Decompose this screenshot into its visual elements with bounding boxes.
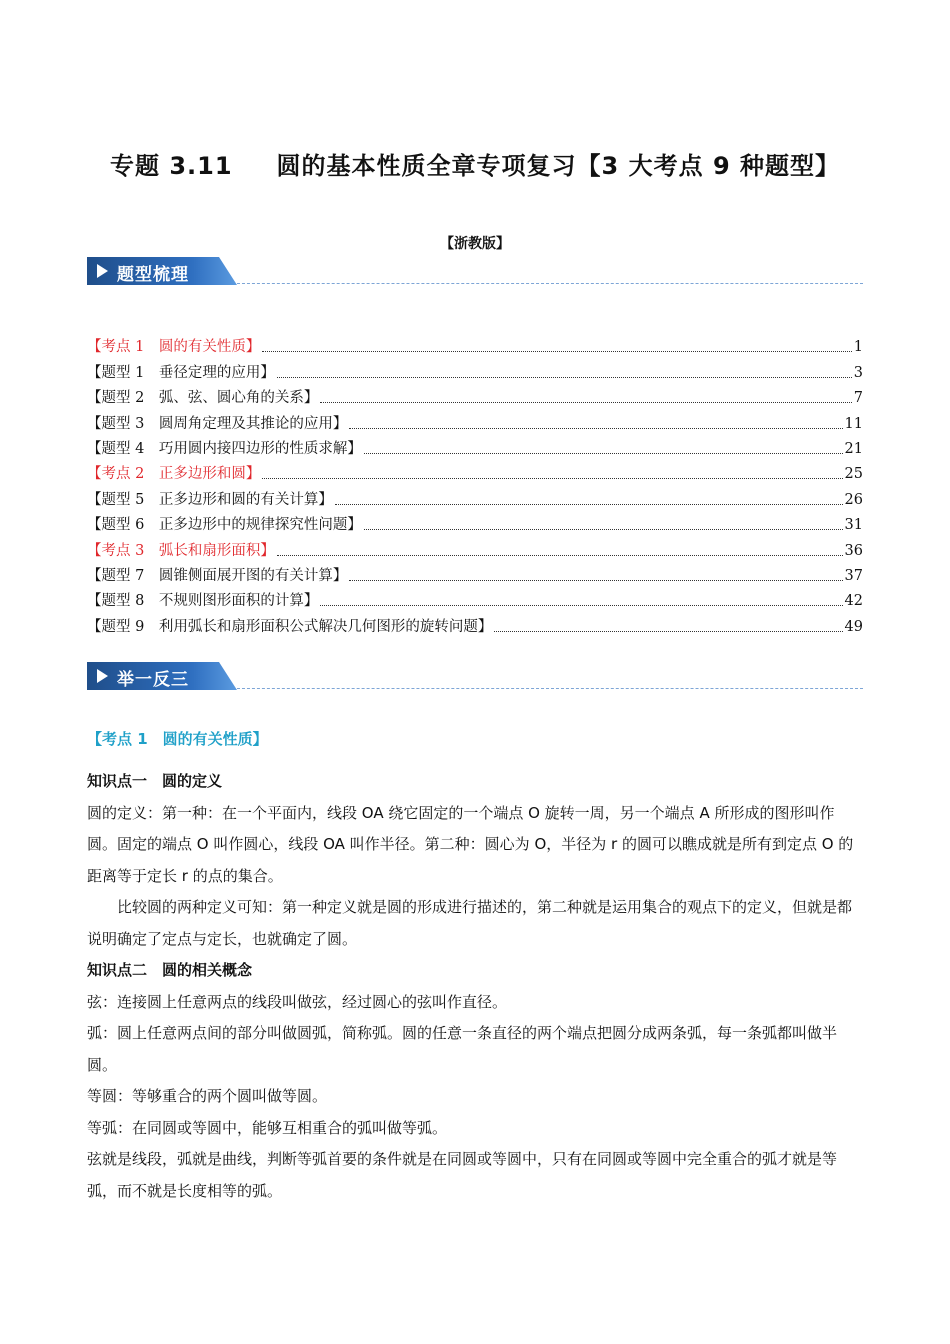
toc-entry-page: 1 — [853, 339, 863, 356]
page-title — [0, 146, 950, 181]
toc-entry[interactable] — [87, 535, 863, 560]
toc-entry-page: 26 — [844, 491, 863, 508]
toc-entry-page: 49 — [844, 618, 863, 635]
toc-leader-dots — [364, 452, 843, 454]
paragraph: 比较圆的两种定义可知：第一种定义就是圆的形成进行描述的，第二种就是运用集合的观点下的定义，但就是都说明确定了定点与定长，也就确定了圆。 — [87, 898, 853, 948]
toc-entry-label: 【题型 8 不规则图形面积的计算】 — [87, 593, 319, 610]
paragraph: 弦就是线段，弧就是曲线，判断等弧首要的条件就是在同圆或等圆中，只有在同圆或等圆中完全重合的弧才就是等弧，而不就是长度相等的弧。 — [87, 1150, 838, 1200]
paragraph: 等圆：等够重合的两个圆叫做等圆。 — [87, 1087, 328, 1105]
toc-entry-label: 【题型 3 圆周角定理及其推论的应用】 — [87, 415, 348, 432]
toc-entry[interactable] — [87, 434, 863, 459]
toc-entry-page: 25 — [844, 466, 863, 483]
edition-label: 【浙教版】 — [440, 236, 510, 252]
toc-leader-dots — [335, 503, 843, 505]
knowledge-heading: 知识点一 圆的定义 — [87, 772, 223, 790]
toc-entry-label: 【考点 1 圆的有关性质】 — [87, 339, 261, 356]
play-triangle-icon — [97, 264, 108, 278]
toc-entry-label: 【题型 1 垂径定理的应用】 — [87, 364, 275, 381]
toc-leader-dots — [262, 350, 851, 352]
section-title: 【考点 1 圆的有关性质】 — [87, 730, 268, 748]
banner-toc — [87, 257, 863, 287]
banner-practice — [87, 662, 863, 692]
toc-leader-dots — [320, 604, 842, 606]
toc-leader-dots — [320, 401, 851, 403]
dashed-divider — [237, 283, 863, 284]
toc-entry[interactable] — [87, 408, 863, 433]
toc-entry-label: 【题型 9 利用弧长和扇形面积公式解决几何图形的旋转问题】 — [87, 618, 493, 635]
toc-entry[interactable] — [87, 383, 863, 408]
toc-leader-dots — [277, 554, 843, 556]
banner-label: 举一反三 — [117, 670, 189, 690]
toc-leader-dots — [349, 427, 842, 429]
toc-entry-page: 42 — [844, 593, 863, 610]
toc-entry-label: 【考点 2 正多边形和圆】 — [87, 466, 261, 483]
play-triangle-icon — [97, 669, 108, 683]
toc-entry[interactable] — [87, 357, 863, 382]
table-of-contents — [87, 332, 863, 637]
toc-entry[interactable] — [87, 459, 863, 484]
toc-entry-label: 【考点 3 弧长和扇形面积】 — [87, 542, 275, 559]
banner-label: 题型梳理 — [117, 265, 189, 285]
toc-leader-dots — [494, 630, 842, 632]
toc-entry-page: 36 — [844, 542, 863, 559]
toc-entry[interactable] — [87, 484, 863, 509]
toc-entry-page: 37 — [844, 567, 863, 584]
toc-entry-page: 3 — [853, 364, 863, 381]
toc-entry[interactable] — [87, 332, 863, 357]
toc-entry-label: 【题型 7 圆锥侧面展开图的有关计算】 — [87, 567, 348, 584]
toc-entry[interactable] — [87, 510, 863, 535]
toc-leader-dots — [364, 528, 843, 530]
toc-leader-dots — [349, 579, 842, 581]
toc-entry-label: 【题型 6 正多边形中的规律探究性问题】 — [87, 517, 362, 534]
toc-leader-dots — [262, 477, 842, 479]
paragraph: 弧：圆上任意两点间的部分叫做圆弧，简称弧。圆的任意一条直径的两个端点把圆分成两条弧，每一条弧都叫做半圆。 — [87, 1024, 838, 1074]
toc-leader-dots — [277, 376, 852, 378]
toc-entry[interactable] — [87, 611, 863, 636]
toc-entry-label: 【题型 2 弧、弦、圆心角的关系】 — [87, 390, 319, 407]
toc-entry-label: 【题型 4 巧用圆内接四边形的性质求解】 — [87, 440, 362, 457]
paragraph: 弦：连接圆上任意两点的线段叫做弦，经过圆心的弦叫作直径。 — [87, 992, 508, 1011]
title-text: 圆的基本性质全章专项复习【3 大考点 9 种题型】 — [276, 152, 841, 180]
dashed-divider — [237, 688, 863, 689]
content-body — [87, 766, 863, 1207]
toc-entry-page: 7 — [853, 390, 863, 407]
toc-entry[interactable] — [87, 561, 863, 586]
toc-entry-page: 31 — [844, 517, 863, 534]
toc-entry-label: 【题型 5 正多边形和圆的有关计算】 — [87, 491, 333, 508]
paragraph: 圆的定义：第一种：在一个平面内，线段 OA 绕它固定的一个端点 O 旋转一周，另一个端点 A 所形成的图形叫作圆。固定的端点 O 叫作圆心，线段 OA 叫作半径。第二种：圆心为 O，半径为 r 的圆可以瞧成就是所有到定点 O 的距离等于定长 r 的点的集合。 — [87, 803, 854, 885]
paragraph: 等弧：在同圆或等圆中，能够互相重合的弧叫做等弧。 — [87, 1118, 448, 1137]
knowledge-heading: 知识点二 圆的相关概念 — [87, 961, 253, 979]
toc-entry-page: 11 — [844, 415, 863, 432]
title-number: 专题 3.11 — [109, 152, 233, 180]
toc-entry-page: 21 — [844, 440, 863, 457]
toc-entry[interactable] — [87, 586, 863, 611]
